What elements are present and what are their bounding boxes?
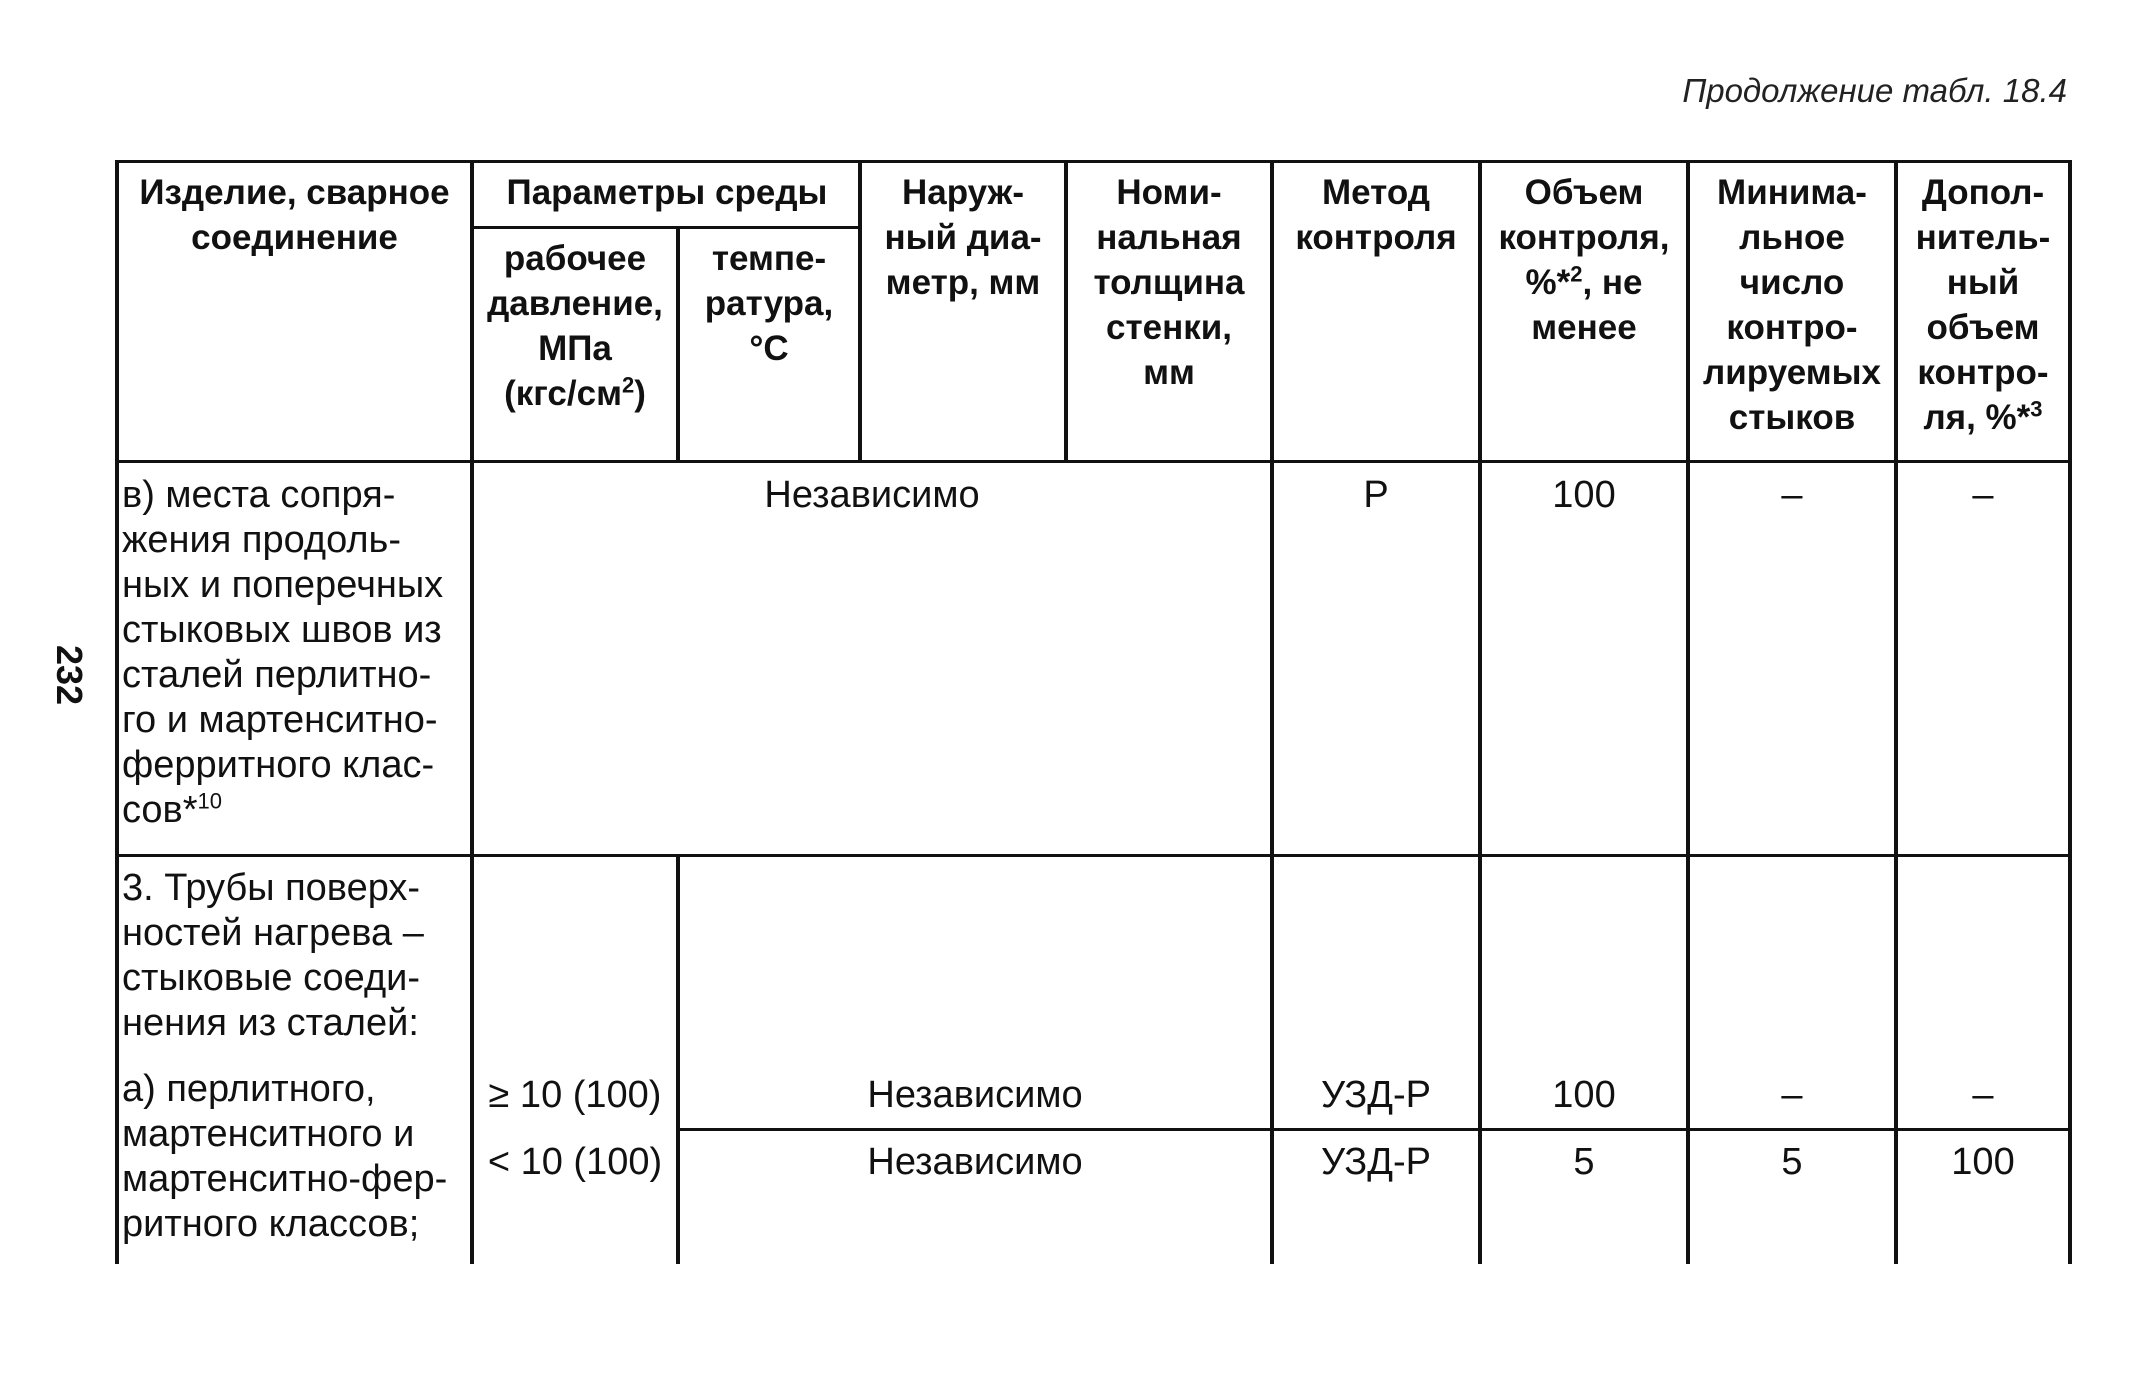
row4-params: Независимо <box>867 1141 1083 1183</box>
row4-method: УЗД-Р <box>1321 1141 1431 1183</box>
header-outer-diameter: Наруж- ный диа- метр, мм <box>884 173 1042 302</box>
row1-volume: 100 <box>1552 474 1616 516</box>
header-pressure: рабочее давление, МПа $(кгс/см^2)$ <box>487 239 663 413</box>
header-volume: Объем контроля, %*$^2$, не менее <box>1498 173 1670 347</box>
header-temperature: темпе- ратура, °С <box>704 239 834 368</box>
row1-extra: – <box>1972 474 1994 516</box>
header-min-joints: Минима- льное число контро- лируемых стыков <box>1703 173 1881 437</box>
row1-min-joints: – <box>1781 474 1803 516</box>
header-product: Изделие, сварное соединение <box>139 173 450 257</box>
row1-product: в) места сопря- жения продоль- ных и поперечных стыковых швов из сталей перлитно- го и мартенситно- ферритного клас- сов*$^{10}$ <box>122 474 444 831</box>
row3-method: УЗД-Р <box>1321 1074 1431 1116</box>
row4-extra: 100 <box>1951 1141 2015 1183</box>
page-number: 232 <box>49 644 90 706</box>
row2-section-title: 3. Трубы поверх- ностей нагрева – стыковые соеди- нения из сталей: <box>122 867 424 1044</box>
row1-method: Р <box>1363 474 1389 516</box>
row3-volume: 100 <box>1552 1074 1616 1116</box>
header-wall-thickness: Номи- нальная толщина стенки, мм <box>1093 173 1245 392</box>
row3-min-joints: – <box>1781 1074 1803 1116</box>
row3-extra: – <box>1972 1074 1994 1116</box>
header-method: Метод контроля <box>1295 173 1457 257</box>
row4-min-joints: 5 <box>1781 1141 1803 1183</box>
header-env-params: Параметры среды <box>506 173 828 212</box>
row4-pressure: < 10 (100) <box>487 1141 663 1183</box>
row3-params: Независимо <box>867 1074 1083 1116</box>
table-caption: Продолжение табл. 18.4 <box>1682 72 2067 109</box>
row4-volume: 5 <box>1573 1141 1595 1183</box>
header-extra-volume: Допол- нитель- ный объем контро- ля, %*$^3$ <box>1915 173 2051 437</box>
row1-params: Независимо <box>764 474 980 516</box>
row3-product: а) перлитного, мартенситного и мартенситно-фер- ритного классов; <box>122 1068 448 1245</box>
row3-pressure: ≥ 10 (100) <box>488 1074 662 1116</box>
